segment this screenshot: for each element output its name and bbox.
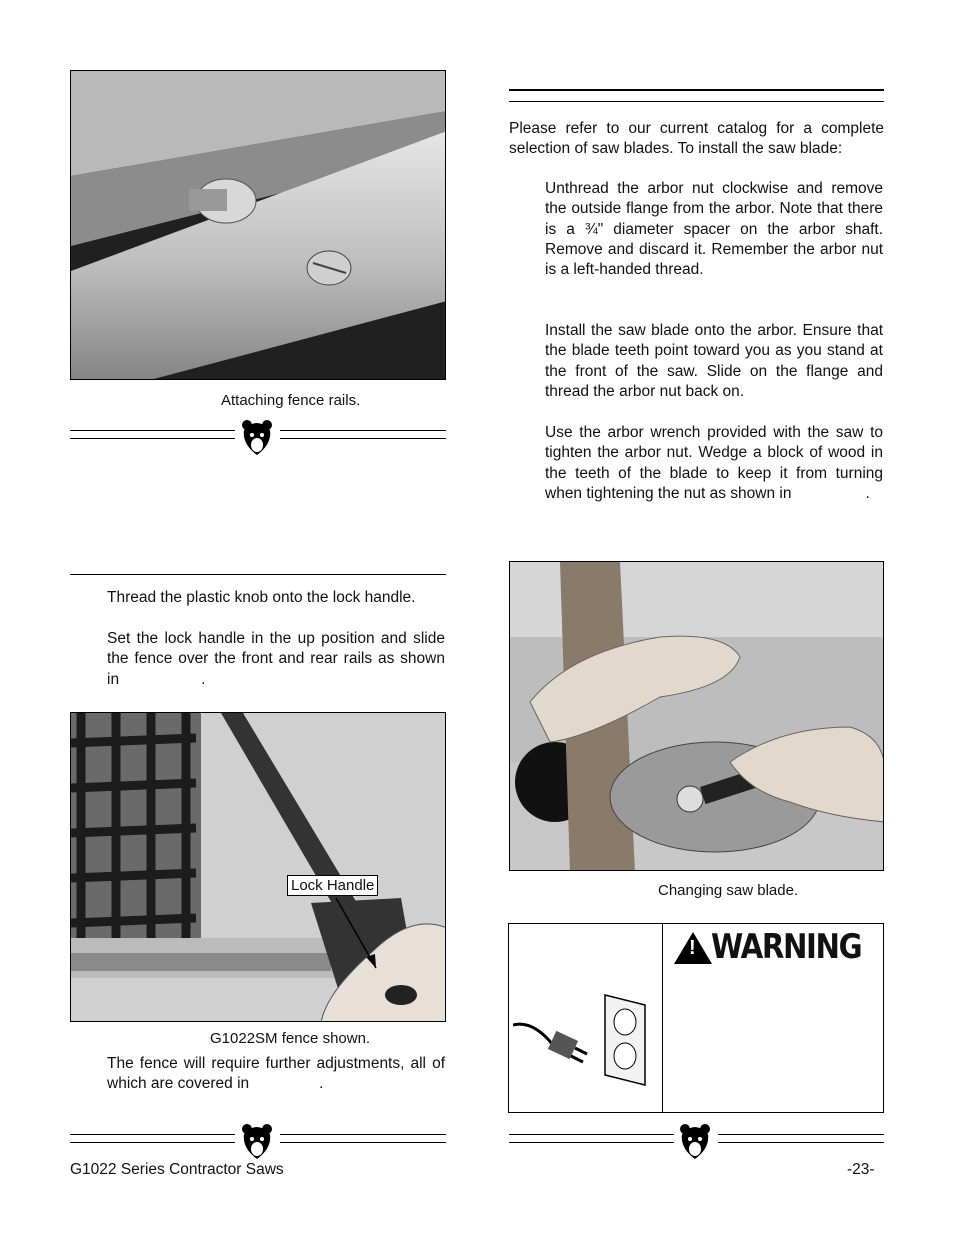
warning-box <box>508 923 884 1113</box>
warning-label: WARNING <box>711 927 862 967</box>
bear-logo-icon <box>678 1122 712 1160</box>
saw-blade-step-3: Use the arbor wrench provided with the saw to tighten the arbor nut. Wedge a block of wood in the teeth of the blade to keep it from turning when tightening the nut as shown in . <box>545 424 883 502</box>
bear-logo-icon <box>240 1122 274 1160</box>
warning-box-divider <box>662 924 663 1112</box>
fence-photo <box>70 712 446 1022</box>
fence-rails-photo <box>70 70 446 380</box>
lock-handle-callout: Lock Handle <box>287 875 378 896</box>
footer-title: G1022 Series Contractor Saws <box>70 1161 284 1178</box>
fence-caption: G1022SM fence shown. <box>210 1030 371 1047</box>
fence-section-rule <box>70 574 446 575</box>
bottom-right-divider <box>509 1122 884 1162</box>
saw-blade-caption: Changing saw blade. <box>658 882 799 899</box>
warning-header <box>673 928 879 968</box>
section-divider <box>70 418 446 458</box>
bear-logo-icon <box>240 418 274 456</box>
saw-blade-rule-bottom <box>509 101 884 102</box>
saw-blade-step-2: Install the saw blade onto the arbor. Ensure that the blade teeth point toward you as you stand at the front of the saw. Slide on the flange and thread the arbor nut back on. <box>545 322 883 400</box>
saw-blade-rule-top <box>509 89 884 91</box>
bottom-left-divider <box>70 1122 446 1162</box>
fence-step-1: Thread the plastic knob onto the lock handle. <box>107 589 416 606</box>
fence-rails-caption: Attaching fence rails. <box>221 392 361 409</box>
warning-exclamation: ! <box>689 937 696 959</box>
fence-followup: The fence will require further adjustments, all of which are covered in . <box>107 1055 445 1093</box>
plug-outlet-icon <box>513 990 658 1090</box>
saw-blade-step-1: Unthread the arbor nut clockwise and remove the outside flange from the arbor. Note that there is a ¾" diameter spacer on the arbor shaft. Remove and discard it. Remember the arbor nut is a left-handed thread. <box>545 180 883 279</box>
footer-page-number: -23- <box>847 1161 875 1178</box>
fence-step-2: Set the lock handle in the up position and slide the fence over the front and rear rails as shown in . <box>107 630 445 688</box>
callout-arrow-icon <box>326 893 386 973</box>
saw-blade-photo <box>509 561 884 871</box>
saw-blade-intro: Please refer to our current catalog for a complete selection of saw blades. To install the saw blade: <box>509 120 884 158</box>
